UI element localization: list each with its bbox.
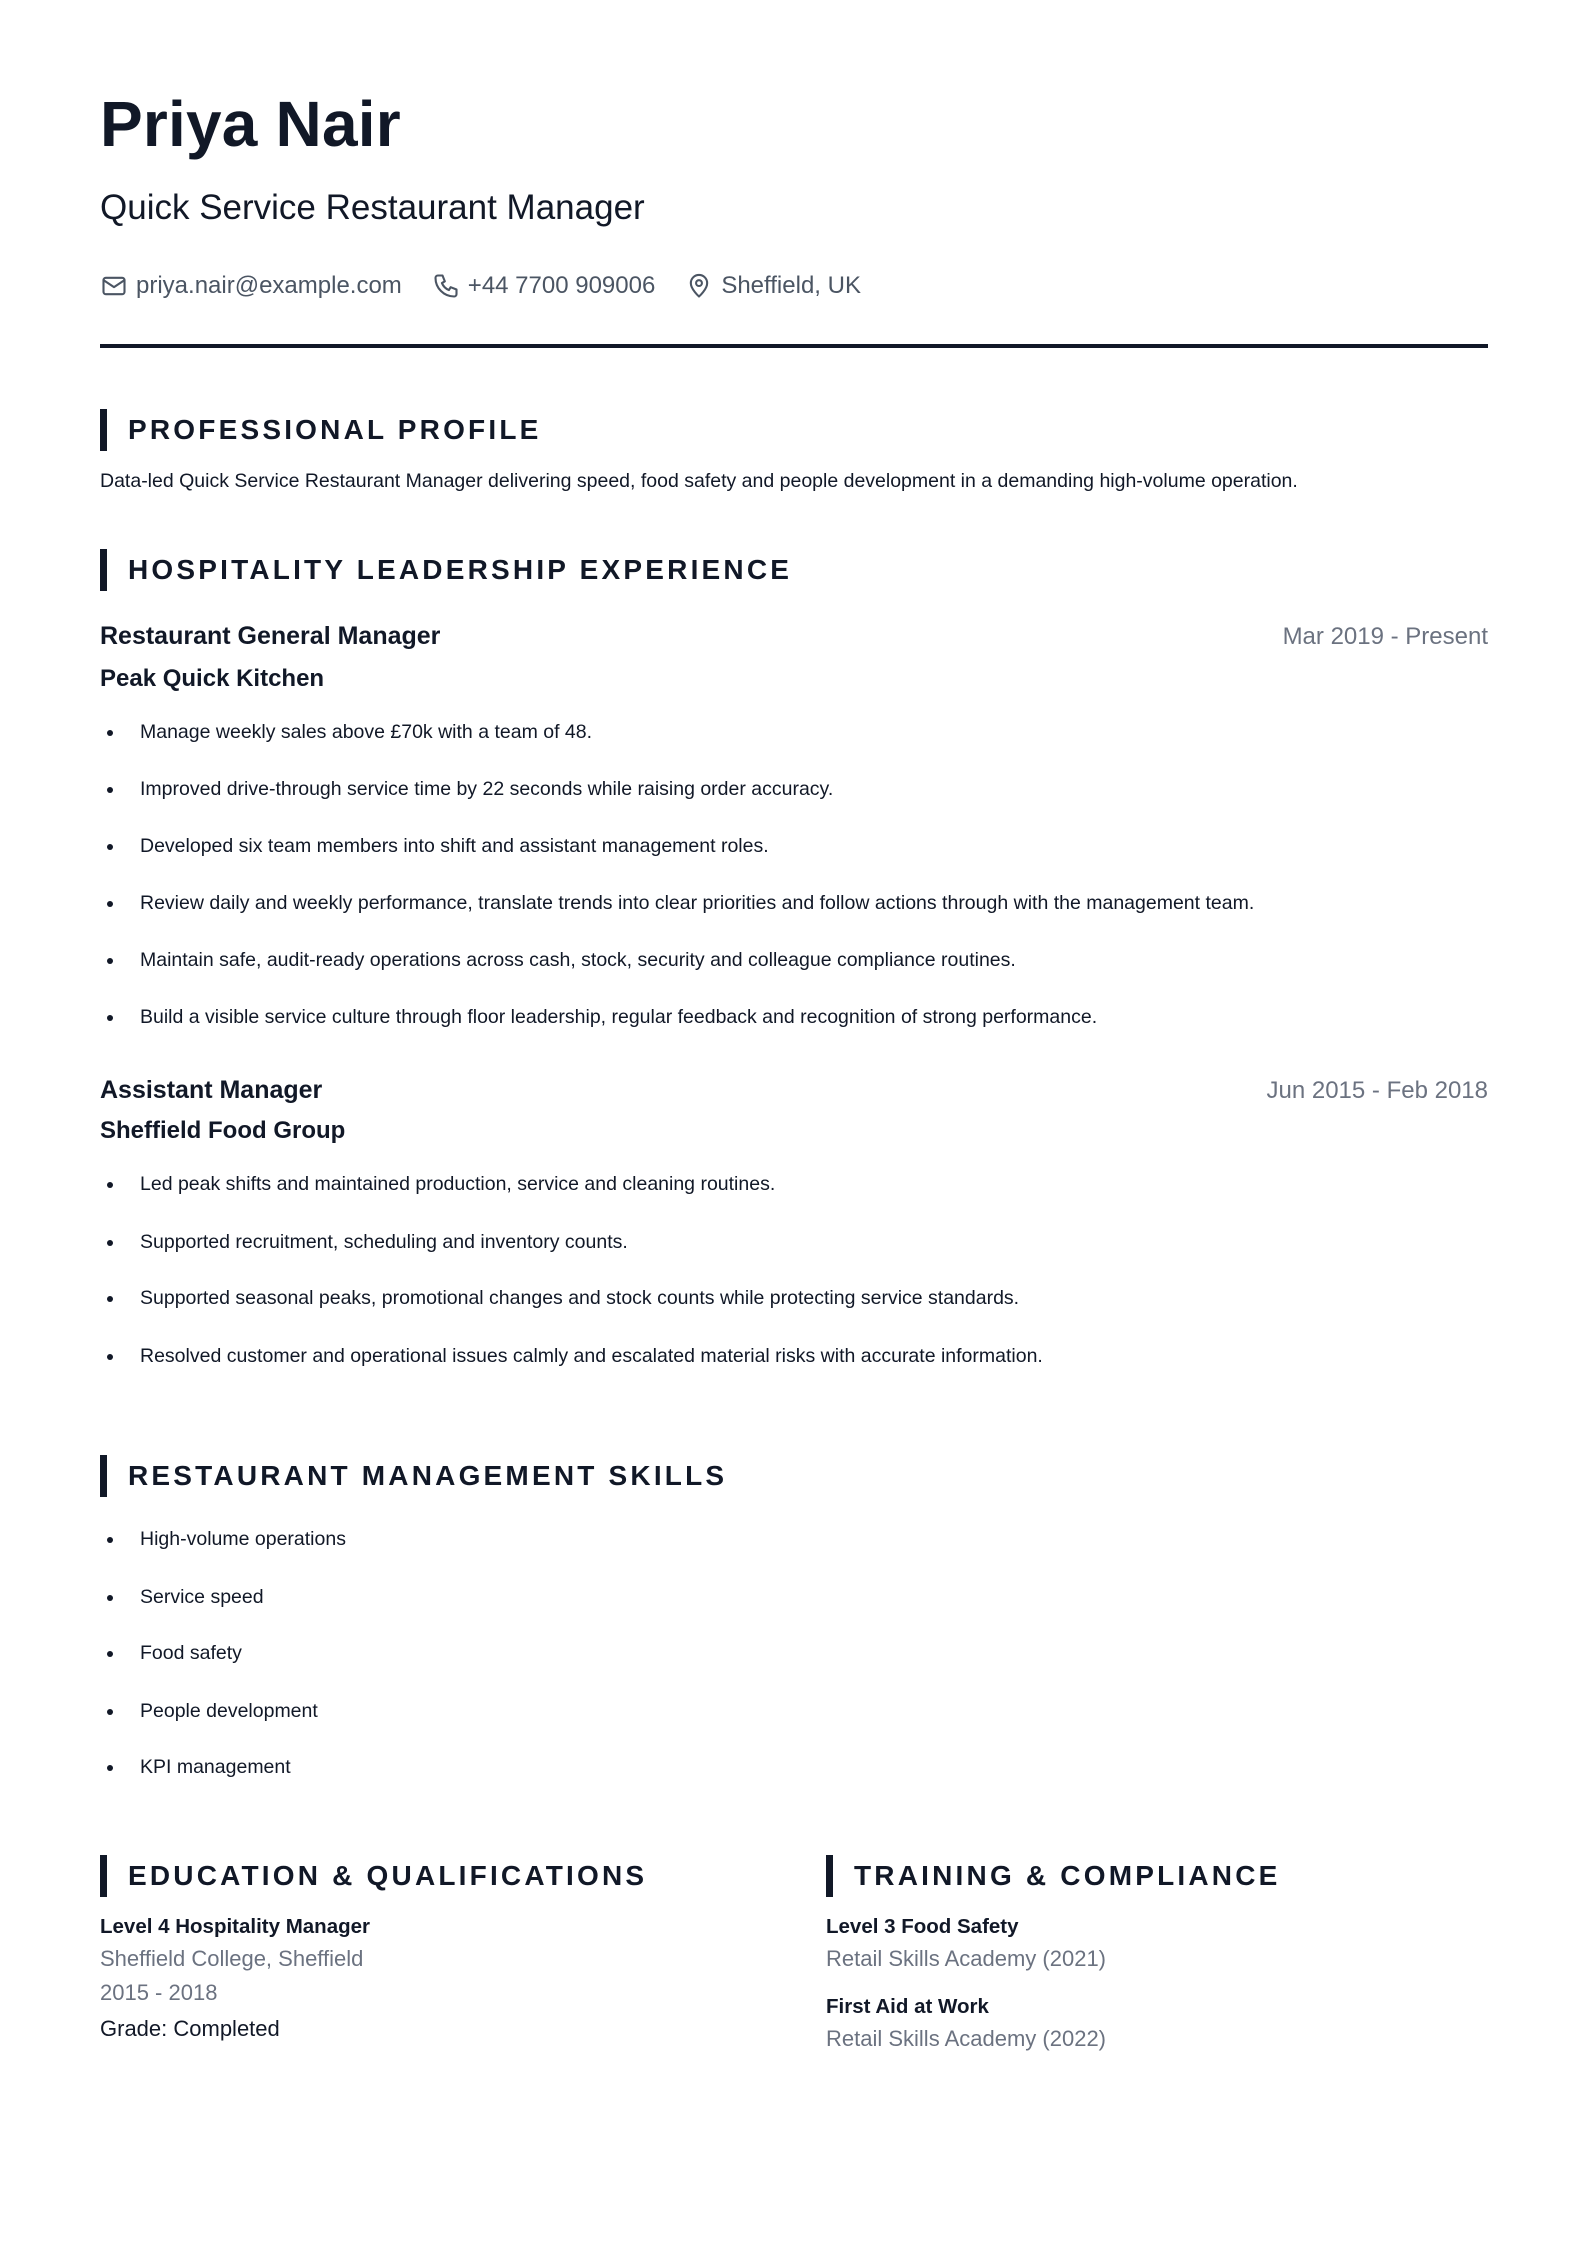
section-experience-heading (100, 549, 792, 591)
list-item: Maintain safe, audit-ready operations across cash, stock, security and colleague compliance routines. (100, 951, 1488, 971)
section-accent-bar (826, 1855, 833, 1897)
job-company: Sheffield Food Group (100, 1117, 346, 1144)
map-pin-icon (685, 272, 713, 300)
contact-location (685, 272, 861, 300)
training-provider: Retail Skills Academy (2022) (826, 2026, 1107, 2051)
job-company: Peak Quick Kitchen (100, 665, 325, 692)
list-item: KPI management (100, 1758, 1488, 1778)
training-course: Level 3 Food Safety (826, 1915, 1019, 1938)
section-accent-bar (100, 1455, 107, 1497)
contact-email[interactable] (100, 272, 402, 300)
education-years: 2015 - 2018 (100, 1980, 218, 2005)
section-accent-bar (100, 549, 107, 591)
list-item: People development (100, 1702, 1488, 1722)
job-dates: Jun 2015 - Feb 2018 (1266, 1077, 1488, 1104)
list-item: Food safety (100, 1644, 1488, 1664)
contact-location-text: Sheffield, UK (721, 272, 861, 299)
contact-phone-text: +44 7700 909006 (467, 272, 656, 299)
section-skills-heading (100, 1455, 727, 1497)
contact-email-text: priya.nair@example.com (136, 272, 402, 299)
list-item: Supported recruitment, scheduling and inventory counts. (100, 1233, 1488, 1253)
list-item: Resolved customer and operational issues calmly and escalated material risks with accurate information. (100, 1347, 1488, 1367)
section-title-text: HOSPITALITY LEADERSHIP EXPERIENCE (128, 554, 793, 585)
job-title: Restaurant General Manager (100, 622, 441, 650)
list-item: Review daily and weekly performance, translate trends into clear priorities and follow actions through with the management team. (100, 894, 1488, 914)
list-item: Service speed (100, 1588, 1488, 1608)
section-accent-bar (100, 1855, 107, 1897)
education-qualification: Level 4 Hospitality Manager (100, 1915, 371, 1938)
training-provider: Retail Skills Academy (2021) (826, 1946, 1107, 1971)
section-education-heading (100, 1855, 647, 1897)
job-dates: Mar 2019 - Present (1282, 623, 1488, 650)
list-item: Developed six team members into shift and assistant management roles. (100, 837, 1488, 857)
contact-bar (100, 272, 891, 300)
list-item: Supported seasonal peaks, promotional changes and stock counts while protecting service standards. (100, 1289, 1488, 1309)
section-title-text: PROFESSIONAL PROFILE (128, 414, 542, 445)
candidate-name: Priya Nair (100, 88, 401, 160)
list-item: Manage weekly sales above £70k with a team of 48. (100, 723, 1488, 743)
job-title: Assistant Manager (100, 1076, 323, 1104)
list-item: Build a visible service culture through floor leadership, regular feedback and recognition of strong performance. (100, 1008, 1488, 1028)
list-item: High-volume operations (100, 1530, 1488, 1550)
profile-summary: Data-led Quick Service Restaurant Manager delivering speed, food safety and people development in a demanding high-volume operation. (100, 470, 1298, 492)
mail-icon (100, 272, 128, 300)
candidate-headline: Quick Service Restaurant Manager (100, 188, 645, 227)
section-title-text: TRAINING & COMPLIANCE (854, 1860, 1281, 1891)
section-accent-bar (100, 409, 107, 451)
skills-list (100, 1530, 1488, 1778)
section-title-text: EDUCATION & QUALIFICATIONS (128, 1860, 648, 1891)
list-item: Led peak shifts and maintained production, service and cleaning routines. (100, 1175, 1488, 1195)
section-profile-heading (100, 409, 542, 451)
phone-icon (432, 272, 460, 300)
training-course: First Aid at Work (826, 1995, 989, 2018)
education-grade: Grade: Completed (100, 2016, 280, 2041)
contact-phone[interactable] (432, 272, 656, 300)
section-title-text: RESTAURANT MANAGEMENT SKILLS (128, 1460, 728, 1491)
section-training-heading (826, 1855, 1281, 1897)
job-bullets (100, 1175, 1488, 1366)
header-divider (100, 344, 1488, 348)
job-bullets (100, 723, 1488, 1027)
education-institution: Sheffield College, Sheffield (100, 1946, 364, 1971)
list-item: Improved drive-through service time by 22 seconds while raising order accuracy. (100, 780, 1488, 800)
